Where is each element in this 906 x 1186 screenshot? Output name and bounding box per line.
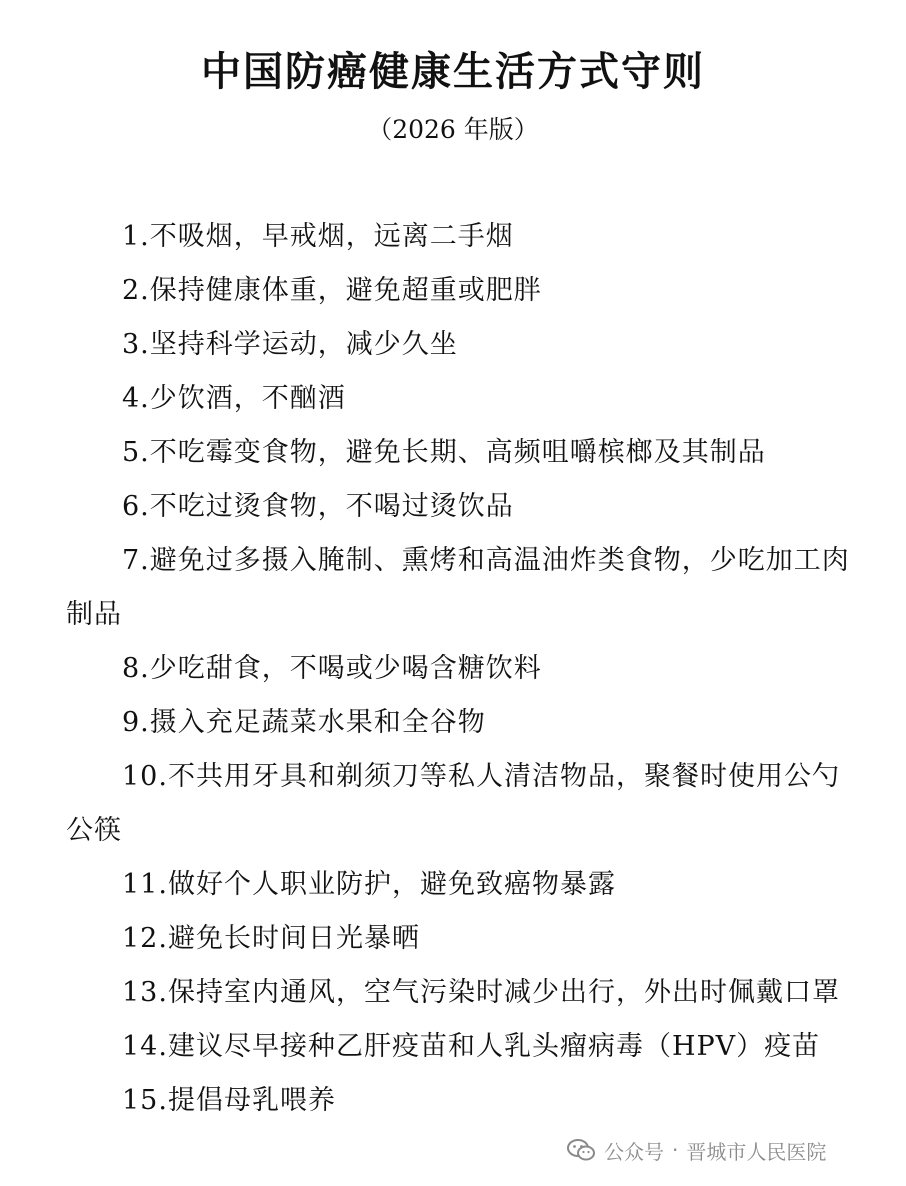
rule-item-8: 8.少吃甜食，不喝或少喝含糖饮料	[122, 653, 542, 684]
rule-item-4: 4.少饮酒，不酗酒	[122, 383, 346, 414]
document-title: 中国防癌健康生活方式守则	[201, 48, 705, 95]
rule-item-7: 7.避免过多摄入腌制、熏烤和高温油炸类食物，少吃加工肉制品	[66, 545, 850, 630]
rule-item-12: 12.避免长时间日光暴晒	[122, 923, 420, 954]
wechat-icon	[566, 1138, 596, 1162]
source-watermark	[566, 1133, 826, 1167]
rule-list	[66, 210, 866, 1128]
rule-item-5: 5.不吃霉变食物，避免长期、高频咀嚼槟榔及其制品	[122, 437, 766, 468]
rule-item-3: 3.坚持科学运动，减少久坐	[122, 329, 458, 360]
rule-item-6: 6.不吃过烫食物，不喝过烫饮品	[122, 491, 514, 522]
rule-item-2: 2.保持健康体重，避免超重或肥胖	[122, 275, 542, 306]
watermark-separator: ·	[672, 1138, 679, 1162]
rule-item-13: 13.保持室内通风，空气污染时减少出行，外出时佩戴口罩	[122, 977, 840, 1008]
rule-item-11: 11.做好个人职业防护，避免致癌物暴露	[122, 869, 616, 900]
rule-item-1: 1.不吸烟，早戒烟，远离二手烟	[122, 221, 514, 252]
rule-item-14: 14.建议尽早接种乙肝疫苗和人乳头瘤病毒（HPV）疫苗	[122, 1031, 821, 1062]
watermark-account: 晋城市人民医院	[686, 1139, 827, 1164]
rule-item-10: 10.不共用牙具和剃须刀等私人清洁物品，聚餐时使用公勺公筷	[66, 761, 840, 846]
rule-item-9: 9.摄入充足蔬菜水果和全谷物	[122, 707, 486, 738]
watermark-platform: 公众号	[604, 1139, 664, 1164]
rule-item-15: 15.提倡母乳喂养	[122, 1085, 336, 1116]
edition-label: （2026 年版）	[367, 115, 539, 144]
